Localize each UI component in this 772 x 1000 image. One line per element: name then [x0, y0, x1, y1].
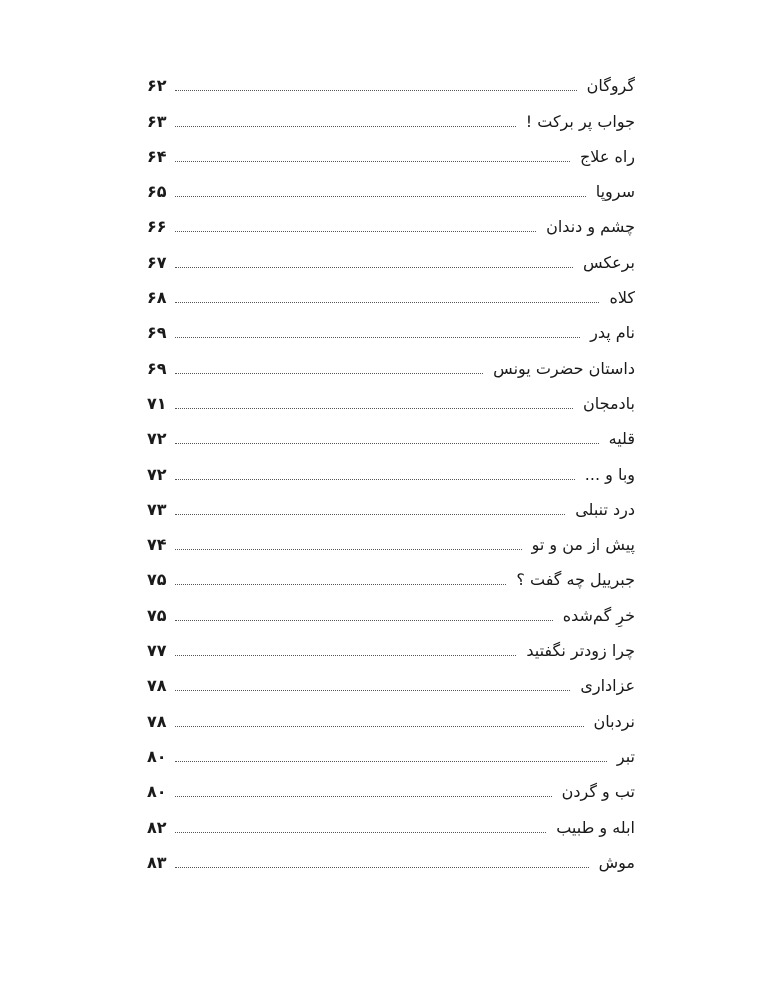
toc-entry	[147, 664, 635, 699]
toc-entry	[147, 135, 635, 170]
toc-page-number: ۷۱	[147, 393, 167, 413]
toc-entry	[147, 805, 635, 840]
toc-title: عزاداری	[580, 676, 635, 696]
dot-leader	[175, 867, 589, 868]
toc-title: نام پدر	[590, 323, 635, 343]
toc-entry	[147, 311, 635, 346]
dot-leader	[175, 443, 599, 444]
toc-page-number: ۷۵	[147, 605, 167, 625]
dot-leader	[175, 337, 580, 338]
toc-entry	[147, 99, 635, 134]
toc-page-number: ۸۲	[147, 817, 167, 837]
toc-title: سروپا	[595, 182, 635, 202]
toc-title: گروگان	[586, 76, 635, 96]
dot-leader	[175, 690, 570, 691]
toc-page-number: ۶۷	[147, 252, 167, 272]
toc-title: راه علاج	[579, 146, 635, 166]
toc-entry	[147, 205, 635, 240]
toc-title: بادمجان	[583, 393, 635, 413]
dot-leader	[175, 726, 584, 727]
toc-page-number: ۶۸	[147, 288, 167, 308]
dot-leader	[175, 408, 573, 409]
dot-leader	[175, 302, 599, 303]
toc-page-number: ۶۹	[147, 358, 167, 378]
toc-title: قلیه	[608, 429, 635, 449]
dot-leader	[175, 655, 516, 656]
toc-entry	[147, 382, 635, 417]
toc-title: نردبان	[593, 711, 635, 731]
toc-page-number: ۷۸	[147, 711, 167, 731]
toc-entry	[147, 770, 635, 805]
toc-title: تبر	[616, 746, 635, 766]
dot-leader	[175, 479, 575, 480]
toc-title: کلاه	[609, 288, 635, 308]
dot-leader	[175, 832, 546, 833]
toc-title: ابله و طبیب	[556, 817, 635, 837]
toc-title: جواب پر برکت !	[525, 111, 635, 131]
dot-leader	[175, 126, 516, 127]
dot-leader	[175, 196, 586, 197]
dot-leader	[175, 584, 506, 585]
toc-entry	[147, 629, 635, 664]
toc-page-number: ۷۳	[147, 499, 167, 519]
toc-entry	[147, 558, 635, 593]
dot-leader	[175, 761, 607, 762]
toc-entry	[147, 240, 635, 275]
toc-title: تب و گردن	[561, 782, 635, 802]
toc-entry	[147, 699, 635, 734]
dot-leader	[175, 161, 570, 162]
dot-leader	[175, 514, 565, 515]
toc-title: جبرییل چه گفت ؟	[516, 570, 635, 590]
toc-entry	[147, 488, 635, 523]
toc-entry	[147, 417, 635, 452]
toc-page-number: ۷۲	[147, 464, 167, 484]
toc-entry	[147, 170, 635, 205]
toc-entry	[147, 346, 635, 381]
dot-leader	[175, 620, 553, 621]
toc-page-number: ۶۴	[147, 146, 167, 166]
toc-page-number: ۶۶	[147, 217, 167, 237]
toc-page-number: ۶۳	[147, 111, 167, 131]
toc-entry	[147, 64, 635, 99]
toc-title: پیش از من و تو	[531, 535, 635, 555]
toc-page-number: ۷۷	[147, 641, 167, 661]
toc-title: چشم و دندان	[546, 217, 635, 237]
toc-title: خرِ گم‌شده	[562, 605, 635, 625]
toc-page-number: ۶۹	[147, 323, 167, 343]
toc-entry	[147, 452, 635, 487]
table-of-contents	[147, 64, 635, 876]
toc-title: برعکس	[582, 252, 635, 272]
dot-leader	[175, 90, 577, 91]
toc-page-number: ۸۰	[147, 746, 167, 766]
toc-title: چرا زودتر نگفتید	[526, 641, 635, 661]
toc-entry	[147, 735, 635, 770]
toc-page-number: ۶۵	[147, 182, 167, 202]
toc-entry	[147, 276, 635, 311]
toc-title: داستان حضرت یونس	[493, 358, 635, 378]
toc-page-number: ۸۳	[147, 852, 167, 872]
toc-title: وبا و ...	[584, 464, 635, 484]
dot-leader	[175, 549, 522, 550]
dot-leader	[175, 267, 573, 268]
toc-title: درد تنبلی	[575, 499, 635, 519]
toc-entry	[147, 841, 635, 876]
toc-page-number: ۶۲	[147, 76, 167, 96]
toc-page-number: ۸۰	[147, 782, 167, 802]
toc-page-number: ۷۲	[147, 429, 167, 449]
dot-leader	[175, 373, 483, 374]
dot-leader	[175, 231, 536, 232]
toc-entry	[147, 523, 635, 558]
toc-page-number: ۷۸	[147, 676, 167, 696]
toc-page-number: ۷۵	[147, 570, 167, 590]
dot-leader	[175, 796, 552, 797]
toc-page-number: ۷۴	[147, 535, 167, 555]
toc-title: موش	[598, 852, 635, 872]
toc-entry	[147, 593, 635, 628]
